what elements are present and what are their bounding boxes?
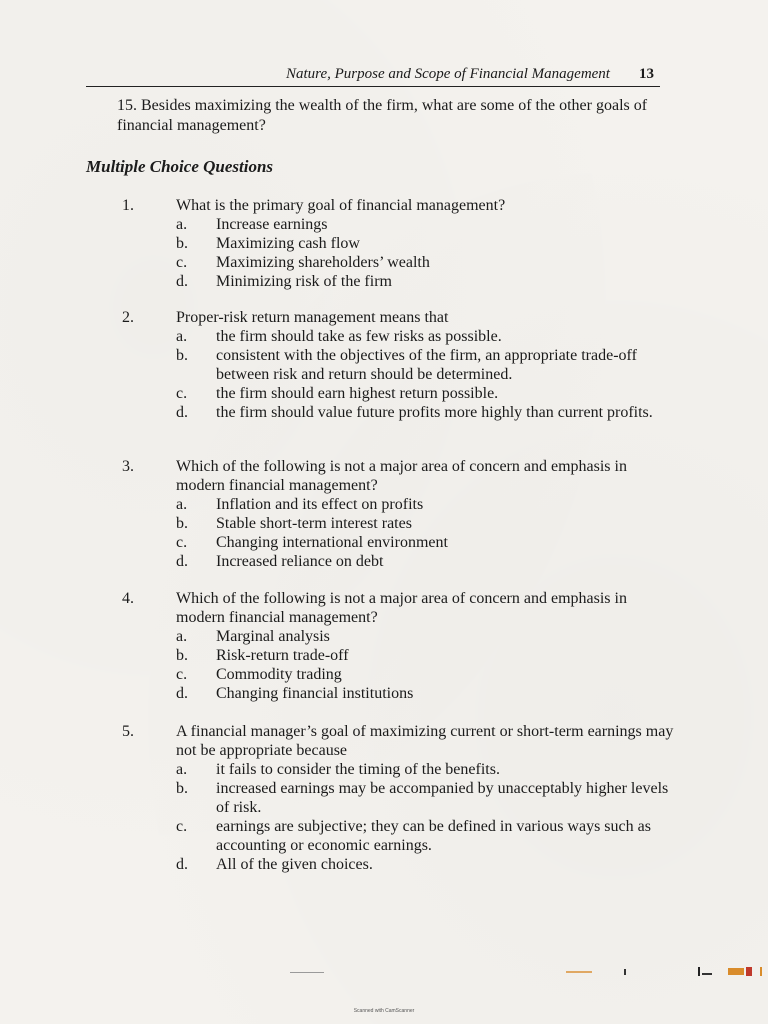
- page-number: 13: [639, 66, 654, 82]
- option-text: Minimizing risk of the firm: [216, 273, 392, 290]
- option-c: [176, 533, 678, 552]
- chapter-title: Nature, Purpose and Scope of Financial Management: [286, 66, 610, 82]
- option-c: [176, 253, 678, 272]
- question-stem: Which of the following is not a major area of concern and emphasis in modern financial management?: [176, 458, 627, 494]
- question-number: 15.: [117, 97, 137, 114]
- option-text: Maximizing cash flow: [216, 235, 360, 252]
- option-text: Stable short-term interest rates: [216, 515, 412, 532]
- question-number: 3.: [122, 458, 134, 475]
- scanner-watermark: Scanned with CamScanner: [353, 1008, 415, 1014]
- question-number: 5.: [122, 723, 134, 740]
- option-b: [176, 234, 678, 253]
- scan-artifact-marks: [566, 964, 766, 980]
- option-text: Marginal analysis: [216, 628, 330, 645]
- option-c: [176, 817, 678, 855]
- option-c: [176, 665, 678, 684]
- option-text: Increase earnings: [216, 216, 328, 233]
- option-letter: a.: [176, 628, 188, 645]
- option-letter: d.: [176, 273, 188, 290]
- option-letter: b.: [176, 347, 188, 364]
- option-a: [176, 215, 678, 234]
- option-b: [176, 346, 678, 384]
- option-text: Commodity trading: [216, 666, 342, 683]
- option-letter: d.: [176, 404, 188, 421]
- option-c: [176, 384, 678, 403]
- option-letter: a.: [176, 328, 188, 345]
- mcq-question-1: [122, 196, 678, 291]
- option-text: the firm should earn highest return possible.: [216, 385, 499, 402]
- option-letter: a.: [176, 216, 188, 233]
- option-b: [176, 514, 678, 533]
- option-text: Changing financial institutions: [216, 685, 414, 702]
- mcq-question-2: [122, 308, 678, 422]
- mcq-question-5: [122, 722, 678, 874]
- option-d: [176, 684, 678, 703]
- option-d: [176, 855, 678, 874]
- option-letter: c.: [176, 818, 188, 835]
- option-text: it fails to consider the timing of the benefits.: [216, 761, 500, 778]
- option-b: [176, 779, 678, 817]
- option-text: Maximizing shareholders’ wealth: [216, 254, 430, 271]
- option-text: Changing international environment: [216, 534, 448, 551]
- option-text: earnings are subjective; they can be defined in various ways such as accounting or economic earnings.: [216, 818, 651, 854]
- question-stem: Proper-risk return management means that: [176, 309, 449, 326]
- option-letter: b.: [176, 647, 188, 664]
- option-d: [176, 552, 678, 571]
- option-letter: a.: [176, 761, 188, 778]
- option-text: the firm should take as few risks as possible.: [216, 328, 502, 345]
- mcq-question-3: [122, 457, 678, 571]
- footer-rule: [290, 972, 324, 973]
- review-question-15: [117, 96, 665, 136]
- question-stem: Which of the following is not a major area of concern and emphasis in modern financial management?: [176, 590, 627, 626]
- question-number: 2.: [122, 309, 134, 326]
- mcq-question-4: [122, 589, 678, 703]
- option-text: All of the given choices.: [216, 856, 373, 873]
- question-number: 1.: [122, 197, 134, 214]
- option-a: [176, 760, 678, 779]
- option-text: consistent with the objectives of the firm, an appropriate trade-off between risk and return should be determined.: [216, 347, 637, 383]
- option-d: [176, 403, 678, 422]
- option-text: increased earnings may be accompanied by unacceptably higher levels of risk.: [216, 780, 669, 816]
- question-text: Besides maximizing the wealth of the firm, what are some of the other goals of financial management?: [117, 97, 648, 134]
- option-letter: b.: [176, 235, 188, 252]
- option-letter: c.: [176, 666, 188, 683]
- option-a: [176, 495, 678, 514]
- option-letter: d.: [176, 685, 188, 702]
- option-letter: d.: [176, 856, 188, 873]
- option-text: Risk-return trade-off: [216, 647, 349, 664]
- option-letter: b.: [176, 515, 188, 532]
- option-letter: c.: [176, 534, 188, 551]
- option-b: [176, 646, 678, 665]
- option-letter: c.: [176, 254, 188, 271]
- option-text: the firm should value future profits more highly than current profits.: [216, 404, 653, 421]
- option-text: Increased reliance on debt: [216, 553, 384, 570]
- option-letter: d.: [176, 553, 188, 570]
- option-a: [176, 627, 678, 646]
- section-heading: Multiple Choice Questions: [86, 157, 274, 176]
- option-letter: c.: [176, 385, 188, 402]
- option-a: [176, 327, 678, 346]
- option-letter: a.: [176, 496, 188, 513]
- question-number: 4.: [122, 590, 134, 607]
- question-stem: A financial manager’s goal of maximizing current or short-term earnings may not be appropriate because: [176, 723, 674, 759]
- option-letter: b.: [176, 780, 188, 797]
- running-header: [86, 62, 660, 87]
- question-stem: What is the primary goal of financial management?: [176, 197, 506, 214]
- option-d: [176, 272, 678, 291]
- option-text: Inflation and its effect on profits: [216, 496, 424, 513]
